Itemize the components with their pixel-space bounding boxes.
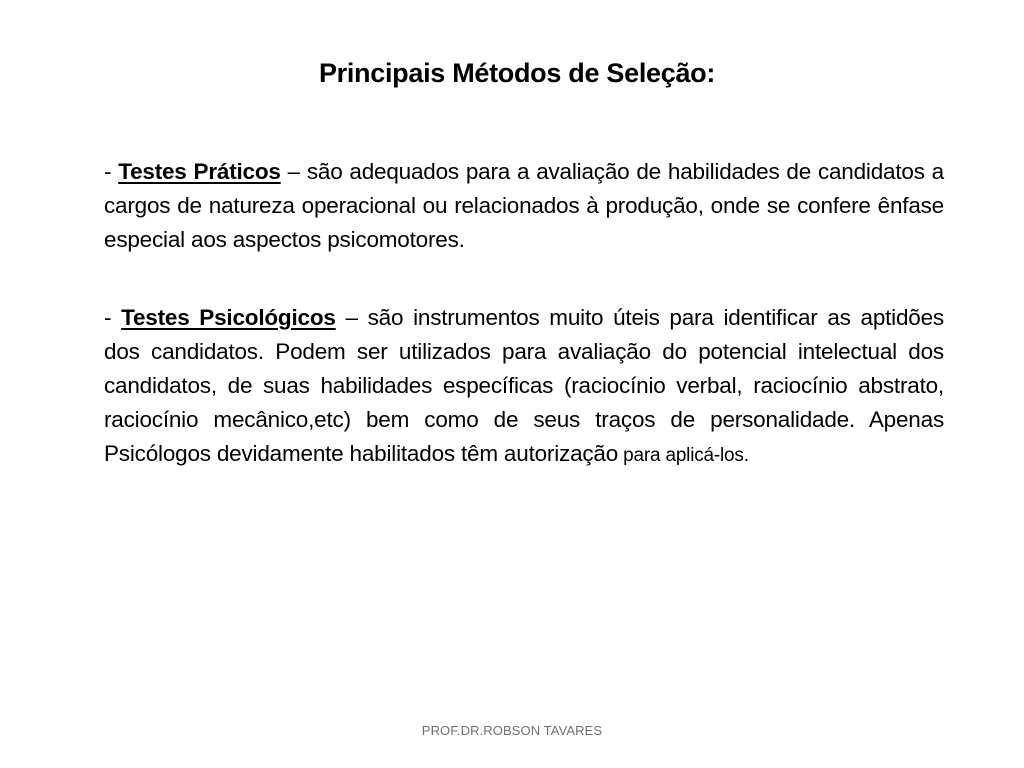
description-testes-praticos: – são adequados para a avaliação de habilidades de candidatos a cargos de natureza operacional ou relacionados à produção, onde se confere ênfase especial aos aspectos psicomotores. [104,159,944,252]
bullet-dash: - [104,305,122,330]
description-tail: para aplicá-los. [618,445,749,466]
slide-title [0,54,1024,92]
paragraph-testes-psicologicos [104,301,944,473]
footer [0,723,1024,738]
term-testes-praticos: Testes Práticos [118,159,281,184]
description-testes-psicologicos: – são instrumentos muito úteis para identificar as aptidões dos candidatos. Podem ser utilizados para avaliação do potencial intelectual dos candidatos, de suas habilidades específicas (raciocínio verbal, raciocínio abstrato, raciocínio mecânico,etc) bem como de seus traços de personalidade. Apenas Psicólogos devidamente habilitados têm autorização [104,305,944,466]
paragraph-testes-praticos [104,155,944,257]
footer-author: PROF.DR.ROBSON TAVARES [421,723,603,738]
bullet-dash: - [104,159,119,184]
slide-title-text: Principais Métodos de Seleção: [318,58,716,88]
term-testes-psicologicos: Testes Psicológicos [121,305,336,330]
